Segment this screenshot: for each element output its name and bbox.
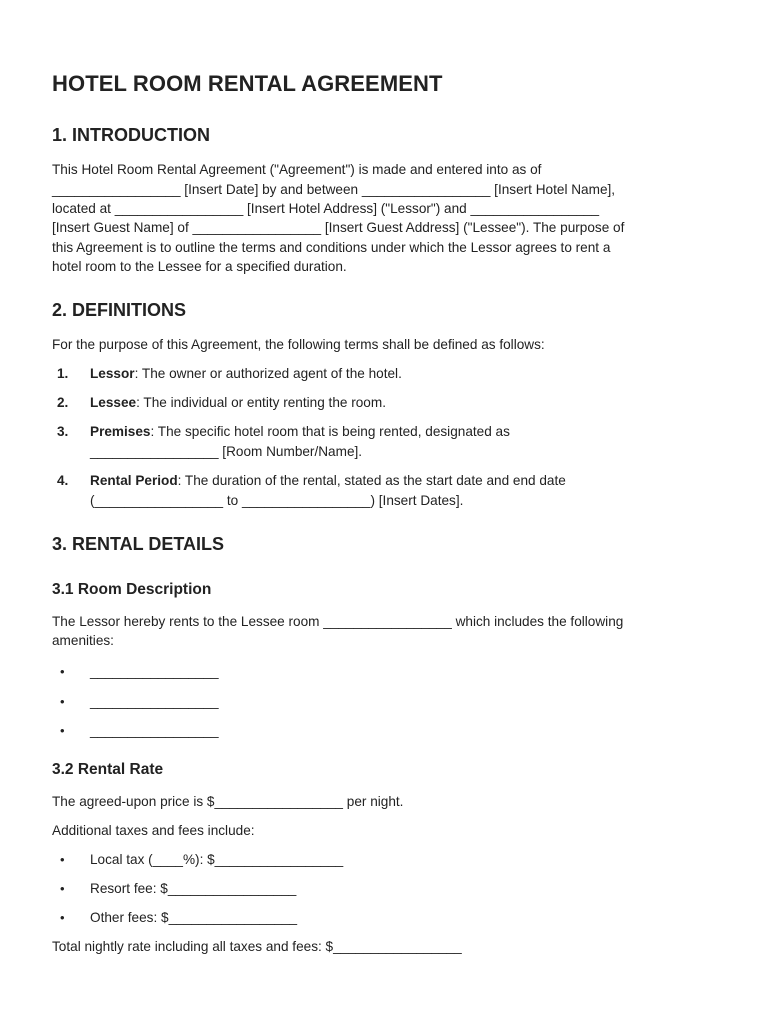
- definition-text: (_________________ to _________________) [Insert Dates].: [90, 492, 464, 508]
- definition-item-lessor: [90, 364, 700, 384]
- amenity-item: _________________: [90, 664, 219, 679]
- definition-term: Lessee: [90, 395, 137, 410]
- intro-line: hotel room to the Lessee for a specified duration.: [52, 259, 347, 274]
- amenity-item: _________________: [90, 694, 219, 709]
- bullet-icon: •: [60, 910, 65, 925]
- section-heading-definitions: 2. DEFINITIONS: [52, 300, 187, 320]
- fee-item: Resort fee: $_________________: [90, 881, 297, 896]
- taxes-intro: Additional taxes and fees include:: [52, 823, 255, 838]
- definition-text: : The owner or authorized agent of the hotel.: [134, 366, 402, 381]
- definition-term: Lessor: [90, 366, 135, 381]
- definition-item-rental-period: [90, 471, 700, 510]
- bullet-icon: •: [60, 723, 65, 738]
- definition-term: Rental Period: [90, 473, 178, 488]
- document-title: HOTEL ROOM RENTAL AGREEMENT: [52, 71, 443, 96]
- fee-item: Local tax (____%): $_________________: [90, 852, 344, 867]
- fee-item: Other fees: $_________________: [90, 910, 298, 925]
- definition-text: : The duration of the rental, stated as the start date and end date: [177, 473, 566, 488]
- section-heading-rental-details: 3. RENTAL DETAILS: [52, 534, 225, 554]
- total-rate-line: Total nightly rate including all taxes and fees: $_________________: [52, 939, 462, 954]
- bullet-icon: •: [60, 694, 65, 709]
- intro-line: [Insert Guest Name] of _________________ [Insert Guest Address] ("Lessee"). The purpose of: [52, 220, 625, 235]
- definition-text: : The individual or entity renting the room.: [136, 395, 386, 410]
- intro-line: _________________ [Insert Date] by and between _________________ [Insert Hotel Name],: [52, 182, 616, 197]
- bullet-icon: •: [60, 664, 65, 679]
- room-description-line: amenities:: [52, 633, 114, 648]
- definition-number: 2.: [57, 395, 69, 410]
- definition-number: 1.: [57, 366, 69, 381]
- subsection-heading-rental-rate: 3.2 Rental Rate: [52, 761, 164, 778]
- intro-line: This Hotel Room Rental Agreement ("Agreement") is made and entered into as of: [52, 162, 542, 177]
- intro-line: located at _________________ [Insert Hotel Address] ("Lessor") and _________________: [52, 201, 600, 216]
- bullet-icon: •: [60, 852, 65, 867]
- bullet-icon: •: [60, 881, 65, 896]
- definition-item-lessee: [90, 393, 700, 413]
- definitions-intro: For the purpose of this Agreement, the following terms shall be defined as follows:: [52, 337, 545, 352]
- room-description-line: The Lessor hereby rents to the Lessee room _________________ which includes the following: [52, 614, 624, 629]
- definition-term: Premises: [90, 424, 151, 439]
- definition-item-premises: [90, 422, 700, 461]
- amenity-item: _________________: [90, 723, 219, 738]
- subsection-heading-room-description: 3.1 Room Description: [52, 581, 212, 598]
- section-heading-introduction: 1. INTRODUCTION: [52, 125, 211, 145]
- definition-number: 3.: [57, 424, 69, 439]
- intro-line: this Agreement is to outline the terms and conditions under which the Lessor agrees to rent a: [52, 240, 611, 255]
- definition-text: : The specific hotel room that is being rented, designated as: [150, 424, 510, 439]
- definition-text: _________________ [Room Number/Name].: [90, 443, 363, 459]
- definition-number: 4.: [57, 473, 69, 488]
- price-line: The agreed-upon price is $_________________ per night.: [52, 794, 404, 809]
